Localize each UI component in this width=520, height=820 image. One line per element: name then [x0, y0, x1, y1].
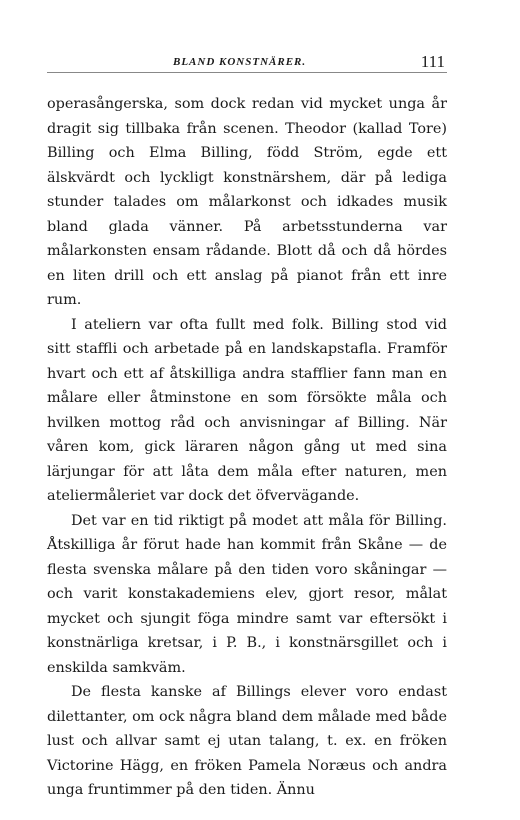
book-page: [47, 48, 447, 803]
page-number: 111: [420, 52, 445, 71]
body-text: [47, 92, 447, 803]
running-head: [47, 48, 447, 74]
paragraph-4: De flesta kanske af Billings elever voro endast dilettanter, om ock några bland dem målade med både lust och allvar samt ej utan talang, t. ex. en fröken Victorine Hägg, en fröken Pamela Noræus och andra unga fruntimmer på den tiden. Ännu: [47, 684, 447, 798]
paragraph-2: I ateliern var ofta fullt med folk. Billing stod vid sitt staffli och arbetade på en landskapstafla. Framför hvart och ett af åtskilliga andra stafflier fann man en målare eller åtminstone en som försökte måla och hvilken mottog råd och anvisningar af Billing. När våren kom, gick läraren någon gång ut med sina lärjungar för att låta dem måla efter naturen, men ateliermåleriet var dock det öfvervägande.: [47, 316, 447, 504]
header-rule: [47, 72, 447, 73]
paragraph-1: operasångerska, som dock redan vid mycket unga år dragit sig tillbaka från scenen. Theodor (kallad Tore) Billing och Elma Billing, född Ström, egde ett älskvärdt och lyckligt konstnärshem, där på lediga stunder talades om målarkonst och idkades musik bland glada vänner. På arbetsstunderna var målarkonsten ensam rådande. Blott då och då hördes en liten drill och ett anslag på pianot från ett inre rum.: [47, 96, 447, 308]
header-title: BLAND KONSTNÄRER.: [173, 56, 307, 68]
paragraph-3: Det var en tid riktigt på modet att måla för Billing. Åtskilliga år förut hade han kommit från Skåne — de flesta svenska målare på den tiden voro skåningar — och varit konstakademiens elev, gjort resor, målat mycket och sjungit föga mindre samt var eftersökt i konstnärliga kretsar, i P. B., i konstnärsgillet och i enskilda samkväm.: [47, 512, 447, 676]
